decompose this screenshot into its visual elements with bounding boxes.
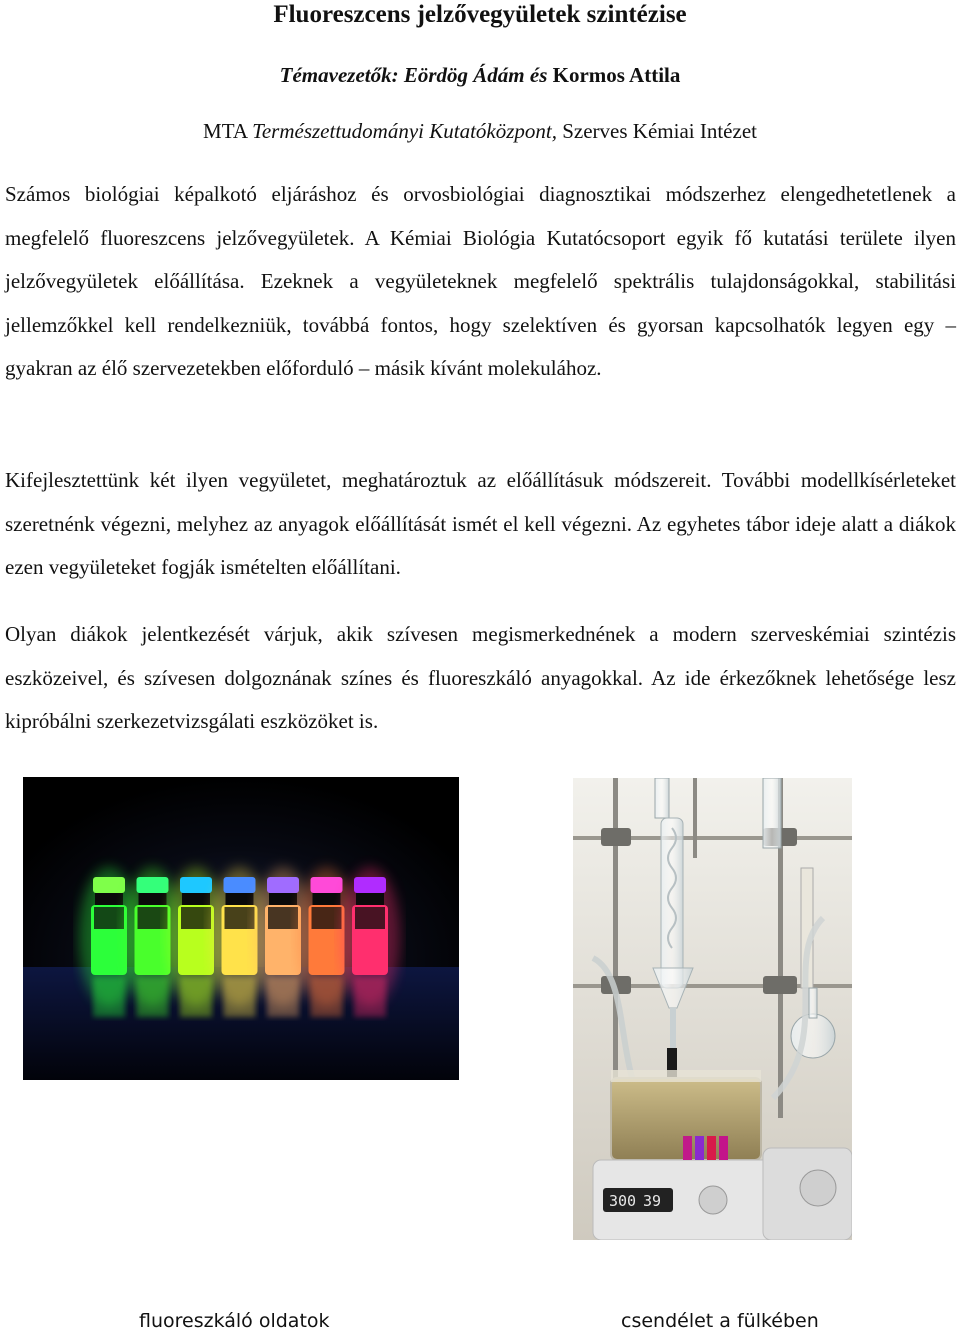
vial-reflection <box>93 977 125 1017</box>
fluorescent-vials-photo <box>23 777 459 1080</box>
vial-reflection <box>354 977 386 1017</box>
vial-shadow <box>355 907 385 929</box>
vial-cap <box>180 877 212 893</box>
vial-cap <box>224 877 256 893</box>
vial-reflection <box>224 977 256 1017</box>
vial-cap <box>311 877 343 893</box>
supervisors-conjunction: és <box>529 63 548 87</box>
vial-neck <box>313 893 341 905</box>
supervisors-line <box>0 60 960 90</box>
vial-cap <box>267 877 299 893</box>
vial-reflection <box>311 977 343 1017</box>
institute-org: MTA <box>203 119 247 143</box>
vial-cap <box>137 877 169 893</box>
supervisors-label: Témavezetők: <box>279 63 399 87</box>
vial-neck <box>95 893 123 905</box>
vial-cap <box>354 877 386 893</box>
vial-cap <box>93 877 125 893</box>
vial-shadow <box>138 907 168 929</box>
page-title: Fluoreszcens jelzővegyületek szintézise <box>273 1 687 28</box>
paragraph-research: Kifejlesztettünk két ilyen vegyületet, meghatároztuk az előállításuk módszereit. További modellkísérleteket szeretnénk végezni, melyhez az anyagok előállítását ismét el kell végezni. Az egyhetes tábor ideje alatt a diákok ezen vegyületeket fogják ismételten előállítani. <box>5 468 956 579</box>
vial-neck <box>226 893 254 905</box>
vial-shadow <box>94 907 124 929</box>
vial-reflection <box>267 977 299 1017</box>
vial-neck <box>356 893 384 905</box>
paragraph-invitation: Olyan diákok jelentkezését várjuk, akik szívesen megismerkednének a modern szerveskémiai szintézis eszközeivel, és szívesen dolgoznának színes és fluoreszkáló anyagokkal. Az ide érkezőknek lehetősége lesz kipróbálni szerkezetvizsgálati eszközöket is. <box>5 622 956 733</box>
institute-name: Szerves Kémiai Intézet <box>562 119 757 143</box>
hotplate-display-right: 39 <box>643 1192 662 1210</box>
institute-center: Természettudományi Kutatóközpont, <box>252 119 557 143</box>
paragraph-intro: Számos biológiai képalkotó eljáráshoz és orvosbiológiai diagnosztikai módszerhez elengedhetetlenek a megfelelő fluoreszcens jelzővegyületek. A Kémiai Biológia Kutatócsoport egyik fő kutatási területe ilyen jelzővegyületek előállítása. Ezeknek a vegyületeknek megfelelő spektrális tulajdonságokkal, stabilitási jellemzőkkel kell rendelkezniük, továbbá fontos, hogy szelektíven és gyorsan kapcsolhatók legyen egy – gyakran az élő szervezetekben előforduló – másik kívánt molekulához. <box>5 182 956 380</box>
caption-lab: csendélet a fülkében <box>621 1310 819 1332</box>
caption-vials: fluoreszkáló oldatok <box>139 1310 330 1332</box>
vial-reflection <box>180 977 212 1017</box>
vial-neck <box>139 893 167 905</box>
hotplate-display-left: 300 <box>609 1192 637 1210</box>
supervisor-name-2: Kormos Attila <box>552 63 681 87</box>
vial-neck <box>269 893 297 905</box>
institute-line <box>0 116 960 146</box>
vial-shadow <box>181 907 211 929</box>
vial-shadow <box>312 907 342 929</box>
vial-shadow <box>225 907 255 929</box>
lab-setup-photo <box>573 778 852 1240</box>
vial-reflection <box>137 977 169 1017</box>
supervisor-name-1: Eördög Ádám <box>403 63 525 87</box>
vial-neck <box>182 893 210 905</box>
vial-shadow <box>268 907 298 929</box>
